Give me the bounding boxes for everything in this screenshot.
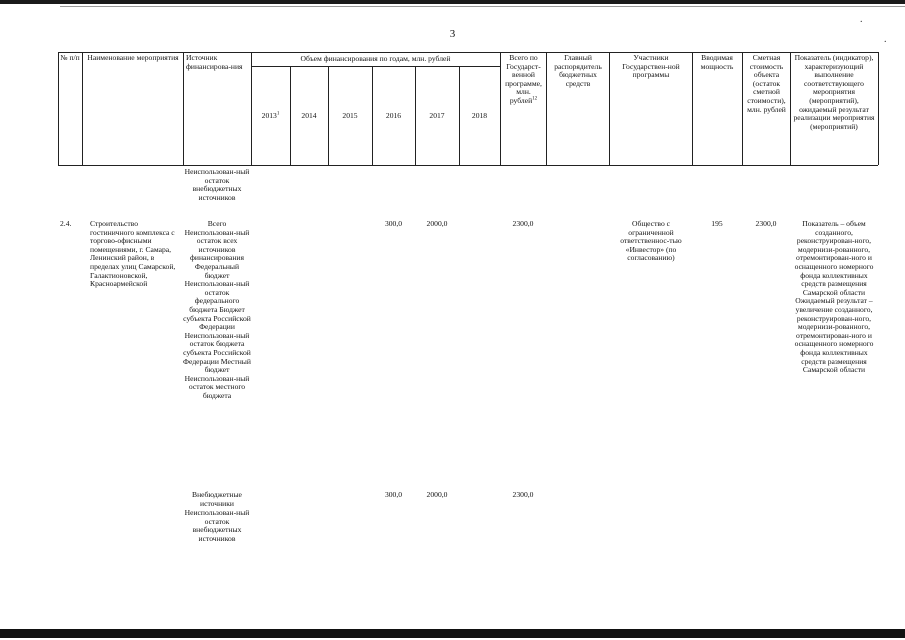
row-participant: Общество с ограниченной ответственнос-тью «Инвестор» (по согласованию) bbox=[620, 219, 682, 263]
row-number: 2.4. bbox=[60, 219, 72, 228]
row-value-2017: 2000,0 bbox=[426, 219, 448, 228]
offbudget-value-2017: 2000,0 bbox=[426, 490, 448, 499]
col-border bbox=[58, 52, 59, 165]
header-year-2016: 2016 bbox=[385, 111, 402, 120]
col-border bbox=[500, 52, 501, 165]
header-source: Источник финансирова-ния bbox=[186, 53, 243, 71]
header-participants: Участники Государствен-ной программы bbox=[622, 53, 680, 80]
header-capacity: Вводимая мощность bbox=[700, 53, 734, 71]
row-name: Строительство гостиничного комплекса с торгово-офисными помещениями, г. Самара, Ленинский район, в пределах улиц Самарской, Галактионовской, Красноармейской bbox=[90, 219, 176, 289]
header-bottom-border bbox=[58, 165, 878, 166]
header-year-2017: 2017 bbox=[429, 111, 445, 120]
row-value-total: 2300,0 bbox=[512, 219, 534, 228]
header-volume: Объем финансирования по годам, млн. рублей bbox=[300, 54, 451, 63]
col-border bbox=[546, 52, 547, 165]
header-year-2015: 2015 bbox=[342, 111, 358, 120]
offbudget-value-total: 2300,0 bbox=[512, 490, 534, 499]
header-estimate: Сметная стоимость объекта (остаток сметной стоимости), млн. рублей bbox=[747, 53, 786, 114]
scan-bottom-edge bbox=[0, 629, 905, 638]
scan-top-line bbox=[60, 6, 905, 7]
header-indicator: Показатель (индикатор), характеризующий выполнение соответствующего мероприятия (мероприятий), ожидаемый результат реализации мероприятия (мероприятий) bbox=[793, 53, 875, 131]
row-value-2016: 300,0 bbox=[384, 219, 403, 228]
header-year-2013: 2013$^1$ bbox=[261, 111, 280, 120]
source-carryover-offbudget: Неиспользован-ный остаток внебюджетных источников bbox=[184, 167, 250, 202]
col-border bbox=[878, 52, 879, 165]
years-header-divider bbox=[251, 66, 500, 67]
row-capacity: 195 bbox=[711, 219, 723, 228]
col-border bbox=[251, 52, 252, 165]
scan-top-edge bbox=[0, 0, 905, 4]
header-year-2014: 2014 bbox=[301, 111, 317, 120]
header-num: № п/п bbox=[60, 53, 80, 62]
offbudget-value-2016: 300,0 bbox=[384, 490, 403, 499]
header-total: Всего по Государст-венной программе, млн. рублей$^{12}$ bbox=[505, 53, 542, 105]
source-offbudget-carryover: Неиспользован-ный остаток внебюджетных источников bbox=[184, 508, 250, 543]
header-year-2018: 2018 bbox=[471, 111, 488, 120]
col-border bbox=[609, 52, 610, 165]
page-number: 3 bbox=[449, 28, 456, 40]
col-border bbox=[183, 52, 184, 165]
scan-speck: . bbox=[860, 14, 863, 25]
scan-speck: . bbox=[884, 34, 887, 45]
header-name: Наименование мероприятия bbox=[87, 53, 179, 62]
col-border bbox=[82, 52, 83, 165]
row-sources: Всего Неиспользован-ный остаток всех источников финансирования Федеральный бюджет Неиспользован-ный остаток федерального бюджета Бюджет субъекта Российской Федерации Неиспользован-ный остаток бюджета субъекта Российской Федерации Местный бюджет Неиспользован-ный остаток местного бюджета bbox=[183, 219, 251, 400]
source-offbudget: Внебюджетные источники bbox=[192, 490, 242, 508]
row-estimate: 2300,0 bbox=[755, 219, 777, 228]
header-manager: Главный распорядитель бюджетных средств bbox=[554, 53, 602, 88]
row-indicator: Показатель – объем созданного, реконструирован-ного, модернизи-рованного, отремонтирован-ного и оснащенного номерного фонда коллективных средств размещения Самарской области Ожидаемый результат – увеличение созданного, реконструирован-ного, модернизи-рованного, отремонтирован-ного и оснащенного номерного фонда коллективных средств размещения Самарской области bbox=[794, 219, 874, 375]
